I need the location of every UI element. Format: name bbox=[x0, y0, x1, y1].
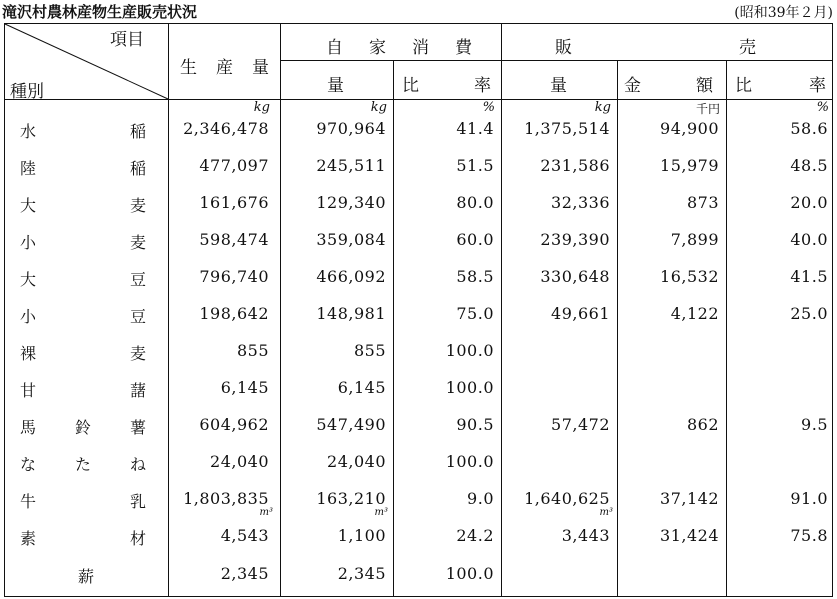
header-production-3: 量 bbox=[252, 58, 269, 78]
table-cell-production: 6,145 bbox=[220, 378, 269, 397]
table-cell-production: 1,803,835 bbox=[183, 489, 269, 508]
table-cell-production: 2,346,478 bbox=[183, 119, 269, 138]
table-cell-self-qty: 359,084 bbox=[316, 230, 386, 249]
table-cell-self-ratio: 100.0 bbox=[445, 341, 494, 360]
table-cell-production: 2,345 bbox=[220, 564, 269, 583]
unit-sale-amount: 千円 bbox=[695, 102, 720, 116]
table-cell-sale-qty: 330,648 bbox=[540, 267, 610, 286]
row-name-char: 小 bbox=[20, 307, 37, 326]
row-name-char: 乳 bbox=[130, 492, 147, 511]
table-cell-self-qty: 1,100 bbox=[337, 526, 386, 545]
data-table bbox=[4, 23, 833, 597]
table-cell-self-ratio: 41.4 bbox=[456, 119, 494, 138]
table-cell-sale-qty: 3,443 bbox=[561, 526, 610, 545]
row-name-char: 薪 bbox=[78, 567, 95, 586]
table-cell-production: 161,676 bbox=[199, 193, 269, 212]
row-name-char: 水 bbox=[20, 122, 37, 141]
table-cell-self-qty: 970,964 bbox=[316, 119, 386, 138]
table-cell-self-qty: 6,145 bbox=[337, 378, 386, 397]
unit-sale-ratio: % bbox=[816, 100, 829, 115]
header-category-label: 種別 bbox=[10, 82, 44, 102]
table-cell-self-ratio: 100.0 bbox=[445, 564, 494, 583]
header-sale-qty: 量 bbox=[550, 76, 567, 96]
table-cell-production: 198,642 bbox=[199, 304, 269, 323]
table-left-border bbox=[4, 23, 5, 597]
table-cell-self-qty: 2,345 bbox=[337, 564, 386, 583]
table-cell-self-qty: 547,490 bbox=[316, 415, 386, 434]
header-sale-ratio-2: 率 bbox=[809, 76, 826, 96]
col-divider-name bbox=[168, 23, 169, 597]
header-production-1: 生 bbox=[180, 58, 197, 78]
table-bottom-border bbox=[4, 596, 833, 597]
header-amount-2: 額 bbox=[696, 76, 713, 96]
header-sale-ratio-1: 比 bbox=[735, 76, 752, 96]
col-divider-production bbox=[280, 23, 281, 597]
col-divider-sale-amount bbox=[726, 60, 727, 596]
row-name-char: 素 bbox=[20, 529, 37, 548]
row-name-char: ね bbox=[130, 455, 147, 474]
table-cell-sale-ratio: 25.0 bbox=[790, 304, 828, 323]
col-divider-self bbox=[501, 23, 502, 597]
row-name-char: 鈴 bbox=[75, 418, 92, 437]
row-name-char: 甘 bbox=[20, 381, 37, 400]
table-right-border bbox=[832, 23, 833, 597]
header-production-2: 産 bbox=[216, 58, 233, 78]
table-cell-sale-ratio: 41.5 bbox=[790, 267, 828, 286]
table-cell-self-qty: 24,040 bbox=[327, 452, 386, 471]
table-cell-self-qty: 148,981 bbox=[316, 304, 386, 323]
header-self-1: 自 bbox=[326, 38, 343, 58]
table-cell-sale-amount: 16,532 bbox=[660, 267, 719, 286]
unit-production: kg bbox=[253, 100, 270, 115]
unit-sale-qty: kg bbox=[594, 100, 611, 115]
table-cell-sale-qty: 239,390 bbox=[540, 230, 610, 249]
table-cell-sale-ratio: 75.8 bbox=[790, 526, 828, 545]
table-cell-sale-ratio: 58.6 bbox=[790, 119, 828, 138]
header-self-ratio-1: 比 bbox=[402, 76, 419, 96]
col-divider-sale-qty bbox=[617, 60, 618, 596]
row-name-char: 稲 bbox=[130, 159, 147, 178]
table-cell-sale-amount: 37,142 bbox=[660, 489, 719, 508]
table-cell-sale-ratio: 40.0 bbox=[790, 230, 828, 249]
header-self-qty: 量 bbox=[327, 76, 344, 96]
unit-self-ratio: % bbox=[482, 100, 495, 115]
unit-self-qty: kg bbox=[370, 100, 387, 115]
table-cell-production: 855 bbox=[236, 341, 269, 360]
table-cell-sale-qty: 1,640,625 bbox=[524, 489, 610, 508]
table-cell-sale-qty: 49,661 bbox=[551, 304, 610, 323]
table-cell-sale-qty: 1,375,514 bbox=[524, 119, 610, 138]
row-name-char: 麦 bbox=[130, 196, 147, 215]
header-sales-1: 販 bbox=[555, 38, 572, 58]
table-cell-sale-amount: 15,979 bbox=[660, 156, 719, 175]
row-name-char: 稲 bbox=[130, 122, 147, 141]
table-cell-sale-amount: 31,424 bbox=[660, 526, 719, 545]
header-self-2: 家 bbox=[369, 38, 386, 58]
header-item-label: 項目 bbox=[110, 30, 144, 50]
unit-cubic-production: m³ bbox=[259, 507, 273, 518]
table-cell-production: 24,040 bbox=[210, 452, 269, 471]
header-amount-1: 金 bbox=[624, 76, 641, 96]
table-cell-sale-amount: 94,900 bbox=[660, 119, 719, 138]
row-name-char: た bbox=[75, 455, 92, 474]
row-name-char: 大 bbox=[20, 196, 37, 215]
table-cell-self-ratio: 58.5 bbox=[456, 267, 494, 286]
table-cell-sale-ratio: 20.0 bbox=[790, 193, 828, 212]
table-cell-production: 796,740 bbox=[199, 267, 269, 286]
table-cell-self-qty: 855 bbox=[353, 341, 386, 360]
table-cell-sale-amount: 7,899 bbox=[670, 230, 719, 249]
unit-cubic-self: m³ bbox=[374, 507, 388, 518]
row-name-char: 大 bbox=[20, 270, 37, 289]
row-name-char: 豆 bbox=[130, 307, 147, 326]
table-cell-sale-ratio: 91.0 bbox=[790, 489, 828, 508]
row-name-char: 小 bbox=[20, 233, 37, 252]
table-cell-self-ratio: 9.0 bbox=[467, 489, 494, 508]
table-cell-sale-ratio: 9.5 bbox=[801, 415, 828, 434]
row-name-char: 材 bbox=[130, 529, 147, 548]
row-name-char: 陸 bbox=[20, 159, 37, 178]
table-cell-sale-amount: 873 bbox=[686, 193, 719, 212]
table-cell-self-ratio: 100.0 bbox=[445, 378, 494, 397]
date-note: (昭和39年２月) bbox=[734, 5, 833, 21]
row-name-char: 麦 bbox=[130, 233, 147, 252]
unit-cubic-sale: m³ bbox=[599, 507, 613, 518]
row-name-char: 裸 bbox=[20, 344, 37, 363]
table-cell-production: 598,474 bbox=[199, 230, 269, 249]
row-name-char: 馬 bbox=[20, 418, 37, 437]
table-cell-sale-qty: 32,336 bbox=[551, 193, 610, 212]
table-cell-sale-amount: 862 bbox=[686, 415, 719, 434]
row-name-char: 藷 bbox=[130, 381, 147, 400]
table-cell-production: 604,962 bbox=[199, 415, 269, 434]
header-self-ratio-2: 率 bbox=[474, 76, 491, 96]
table-cell-production: 477,097 bbox=[199, 156, 269, 175]
table-cell-sale-qty: 57,472 bbox=[551, 415, 610, 434]
table-cell-sale-qty: 231,586 bbox=[540, 156, 610, 175]
table-cell-self-ratio: 75.0 bbox=[456, 304, 494, 323]
table-cell-self-ratio: 60.0 bbox=[456, 230, 494, 249]
table-cell-self-ratio: 51.5 bbox=[456, 156, 494, 175]
table-cell-self-qty: 163,210 bbox=[316, 489, 386, 508]
row-name-char: な bbox=[20, 455, 37, 474]
header-self-3: 消 bbox=[412, 38, 429, 58]
table-cell-self-ratio: 100.0 bbox=[445, 452, 494, 471]
header-self-4: 費 bbox=[455, 38, 472, 58]
table-cell-self-qty: 245,511 bbox=[316, 156, 386, 175]
table-cell-self-ratio: 80.0 bbox=[456, 193, 494, 212]
table-cell-self-qty: 129,340 bbox=[316, 193, 386, 212]
table-cell-self-ratio: 90.5 bbox=[456, 415, 494, 434]
table-cell-sale-amount: 4,122 bbox=[670, 304, 719, 323]
table-cell-production: 4,543 bbox=[220, 526, 269, 545]
col-divider-self-qty bbox=[393, 60, 394, 596]
table-cell-sale-ratio: 48.5 bbox=[790, 156, 828, 175]
table-cell-self-qty: 466,092 bbox=[316, 267, 386, 286]
page-title: 滝沢村農林産物生産販売状況 bbox=[2, 3, 198, 21]
row-name-char: 牛 bbox=[20, 492, 37, 511]
header-mid-divider bbox=[280, 60, 832, 61]
row-name-char: 豆 bbox=[130, 270, 147, 289]
table-cell-self-ratio: 24.2 bbox=[456, 526, 494, 545]
row-name-char: 麦 bbox=[130, 344, 147, 363]
row-name-char: 薯 bbox=[130, 418, 147, 437]
header-sales-2: 売 bbox=[739, 38, 756, 58]
